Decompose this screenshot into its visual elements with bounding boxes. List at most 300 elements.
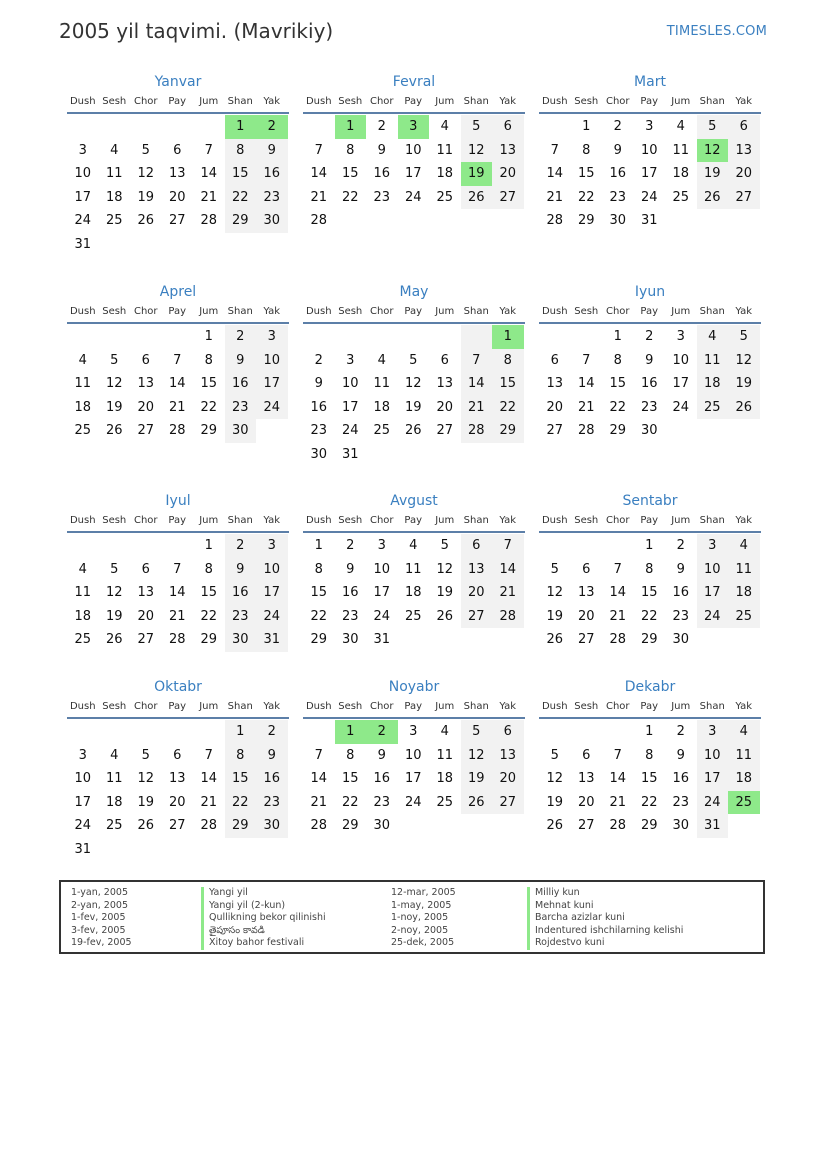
- day-cell[interactable]: 28: [310, 818, 328, 834]
- day-cell[interactable]: 11: [728, 558, 760, 582]
- day-cell[interactable]: 24: [373, 608, 391, 624]
- day-cell[interactable]: 19: [697, 162, 729, 186]
- day-cell[interactable]: 23: [672, 608, 690, 624]
- day-cell[interactable]: 21: [609, 794, 627, 810]
- day-cell[interactable]: 23: [640, 399, 658, 415]
- day-cell[interactable]: 8: [314, 561, 323, 577]
- day-cell[interactable]: 12: [436, 561, 454, 577]
- day-cell[interactable]: 10: [697, 744, 729, 768]
- day-cell[interactable]: 9: [613, 142, 622, 158]
- day-cell[interactable]: 7: [173, 352, 182, 368]
- day-cell[interactable]: 21: [168, 399, 186, 415]
- day-cell[interactable]: 16: [672, 585, 690, 601]
- day-cell[interactable]: 31: [373, 632, 391, 648]
- day-cell[interactable]: 22: [609, 399, 627, 415]
- day-cell[interactable]: 22: [225, 186, 257, 210]
- day-cell[interactable]: 19: [546, 608, 564, 624]
- day-cell[interactable]: 15: [225, 767, 257, 791]
- day-cell[interactable]: 7: [314, 142, 323, 158]
- day-cell[interactable]: 13: [168, 166, 186, 182]
- day-cell[interactable]: 16: [609, 166, 627, 182]
- day-cell[interactable]: 15: [200, 376, 218, 392]
- day-cell[interactable]: 26: [105, 423, 123, 439]
- day-cell[interactable]: 3: [645, 119, 654, 134]
- day-cell[interactable]: 23: [225, 605, 257, 629]
- day-cell[interactable]: 22: [492, 396, 524, 420]
- day-cell[interactable]: 18: [697, 372, 729, 396]
- day-cell[interactable]: 2: [676, 538, 685, 553]
- day-cell[interactable]: 5: [141, 747, 150, 763]
- day-cell[interactable]: 2: [256, 115, 288, 139]
- day-cell[interactable]: 13: [461, 558, 493, 582]
- day-cell[interactable]: 3: [676, 329, 685, 344]
- day-cell[interactable]: 27: [461, 605, 493, 629]
- day-cell[interactable]: 15: [225, 162, 257, 186]
- day-cell[interactable]: 15: [492, 372, 524, 396]
- day-cell[interactable]: 7: [204, 142, 213, 158]
- day-cell[interactable]: 7: [613, 561, 622, 577]
- day-cell[interactable]: 10: [373, 561, 391, 577]
- day-cell[interactable]: 29: [341, 818, 359, 834]
- day-cell[interactable]: 13: [492, 744, 524, 768]
- day-cell[interactable]: 20: [137, 399, 155, 415]
- day-cell[interactable]: 5: [697, 115, 729, 139]
- day-cell[interactable]: 24: [697, 605, 729, 629]
- day-cell[interactable]: 20: [436, 399, 454, 415]
- day-cell[interactable]: 28: [168, 423, 186, 439]
- day-cell[interactable]: 24: [74, 818, 92, 834]
- day-cell[interactable]: 6: [173, 747, 182, 763]
- day-cell[interactable]: 9: [676, 561, 685, 577]
- day-cell[interactable]: 21: [577, 399, 595, 415]
- day-cell[interactable]: 13: [137, 376, 155, 392]
- day-cell[interactable]: 18: [436, 166, 454, 182]
- day-cell[interactable]: 17: [74, 794, 92, 810]
- day-cell[interactable]: 2: [314, 352, 323, 368]
- day-cell[interactable]: 20: [492, 162, 524, 186]
- day-cell[interactable]: 1: [335, 115, 367, 139]
- day-cell[interactable]: 14: [168, 376, 186, 392]
- day-cell[interactable]: 5: [461, 720, 493, 744]
- day-cell[interactable]: 4: [676, 119, 685, 134]
- day-cell[interactable]: 31: [697, 814, 729, 838]
- day-cell[interactable]: 23: [225, 396, 257, 420]
- day-cell[interactable]: 3: [256, 325, 288, 349]
- day-cell[interactable]: 15: [341, 166, 359, 182]
- day-cell[interactable]: 1: [225, 720, 257, 744]
- day-cell[interactable]: 29: [640, 632, 658, 648]
- day-cell[interactable]: 10: [341, 376, 359, 392]
- brand-link[interactable]: TIMESLES.COM: [666, 24, 767, 39]
- day-cell[interactable]: 21: [310, 189, 328, 205]
- day-cell[interactable]: 2: [346, 538, 355, 553]
- day-cell[interactable]: 18: [105, 189, 123, 205]
- day-cell[interactable]: 26: [461, 186, 493, 210]
- day-cell[interactable]: 9: [225, 349, 257, 373]
- day-cell[interactable]: 29: [310, 632, 328, 648]
- day-cell[interactable]: 6: [728, 115, 760, 139]
- day-cell[interactable]: 30: [225, 419, 257, 443]
- day-cell[interactable]: 13: [168, 771, 186, 787]
- day-cell[interactable]: 21: [200, 794, 218, 810]
- day-cell[interactable]: 11: [404, 561, 422, 577]
- day-cell[interactable]: 6: [461, 534, 493, 558]
- day-cell[interactable]: 4: [409, 538, 418, 553]
- day-cell[interactable]: 1: [492, 325, 524, 349]
- day-cell[interactable]: 12: [461, 744, 493, 768]
- day-cell[interactable]: 12: [461, 139, 493, 163]
- day-cell[interactable]: 7: [550, 142, 559, 158]
- day-cell[interactable]: 27: [436, 423, 454, 439]
- day-cell[interactable]: 18: [105, 794, 123, 810]
- day-cell[interactable]: 12: [546, 771, 564, 787]
- day-cell[interactable]: 20: [546, 399, 564, 415]
- day-cell[interactable]: 9: [676, 747, 685, 763]
- day-cell[interactable]: 13: [492, 139, 524, 163]
- day-cell[interactable]: 3: [78, 142, 87, 158]
- day-cell[interactable]: 31: [74, 841, 92, 857]
- day-cell[interactable]: 24: [256, 605, 288, 629]
- day-cell[interactable]: 10: [256, 349, 288, 373]
- day-cell[interactable]: 26: [137, 213, 155, 229]
- day-cell[interactable]: 30: [609, 213, 627, 229]
- day-cell[interactable]: 18: [672, 166, 690, 182]
- day-cell[interactable]: 10: [404, 142, 422, 158]
- day-cell[interactable]: 25: [672, 189, 690, 205]
- day-cell[interactable]: 16: [373, 166, 391, 182]
- day-cell[interactable]: 17: [672, 376, 690, 392]
- day-cell[interactable]: 20: [577, 794, 595, 810]
- day-cell[interactable]: 12: [137, 771, 155, 787]
- day-cell[interactable]: 1: [225, 115, 257, 139]
- day-cell[interactable]: 25: [74, 423, 92, 439]
- day-cell[interactable]: 12: [728, 349, 760, 373]
- day-cell[interactable]: 14: [546, 166, 564, 182]
- day-cell[interactable]: 12: [105, 376, 123, 392]
- day-cell[interactable]: 23: [373, 794, 391, 810]
- day-cell[interactable]: 2: [645, 329, 654, 344]
- day-cell[interactable]: 8: [645, 561, 654, 577]
- day-cell[interactable]: 13: [436, 376, 454, 392]
- day-cell[interactable]: 13: [577, 771, 595, 787]
- day-cell[interactable]: 2: [676, 724, 685, 739]
- day-cell[interactable]: 31: [256, 628, 288, 652]
- day-cell[interactable]: 4: [78, 561, 87, 577]
- day-cell[interactable]: 13: [728, 139, 760, 163]
- day-cell[interactable]: 16: [341, 585, 359, 601]
- day-cell[interactable]: 6: [582, 561, 591, 577]
- day-cell[interactable]: 4: [440, 724, 449, 739]
- day-cell[interactable]: 5: [110, 352, 119, 368]
- day-cell[interactable]: 29: [577, 213, 595, 229]
- day-cell[interactable]: 27: [168, 818, 186, 834]
- day-cell[interactable]: 28: [168, 632, 186, 648]
- day-cell[interactable]: 14: [168, 585, 186, 601]
- day-cell[interactable]: 5: [550, 747, 559, 763]
- day-cell[interactable]: 10: [74, 166, 92, 182]
- day-cell[interactable]: 20: [168, 189, 186, 205]
- day-cell[interactable]: 25: [105, 213, 123, 229]
- day-cell[interactable]: 4: [728, 720, 760, 744]
- day-cell[interactable]: 28: [200, 818, 218, 834]
- day-cell[interactable]: 3: [697, 534, 729, 558]
- day-cell[interactable]: 26: [728, 396, 760, 420]
- day-cell[interactable]: 5: [110, 561, 119, 577]
- day-cell[interactable]: 7: [582, 352, 591, 368]
- day-cell[interactable]: 2: [225, 534, 257, 558]
- day-cell[interactable]: 3: [697, 720, 729, 744]
- day-cell[interactable]: 9: [645, 352, 654, 368]
- day-cell[interactable]: 17: [341, 399, 359, 415]
- day-cell[interactable]: 28: [310, 213, 328, 229]
- day-cell[interactable]: 10: [697, 558, 729, 582]
- day-cell[interactable]: 14: [461, 372, 493, 396]
- day-cell[interactable]: 13: [577, 585, 595, 601]
- day-cell[interactable]: 15: [640, 585, 658, 601]
- day-cell[interactable]: 28: [577, 423, 595, 439]
- day-cell[interactable]: 28: [200, 213, 218, 229]
- day-cell[interactable]: 29: [225, 209, 257, 233]
- day-cell[interactable]: 14: [200, 166, 218, 182]
- day-cell[interactable]: 22: [200, 399, 218, 415]
- day-cell[interactable]: 28: [492, 605, 524, 629]
- day-cell[interactable]: 21: [200, 189, 218, 205]
- day-cell[interactable]: 9: [314, 376, 323, 392]
- day-cell[interactable]: 7: [314, 747, 323, 763]
- day-cell[interactable]: 25: [436, 794, 454, 810]
- day-cell[interactable]: 15: [310, 585, 328, 601]
- day-cell[interactable]: 7: [461, 349, 493, 373]
- day-cell[interactable]: 1: [582, 119, 591, 134]
- day-cell[interactable]: 21: [546, 189, 564, 205]
- day-cell[interactable]: 30: [310, 446, 328, 462]
- day-cell[interactable]: 14: [577, 376, 595, 392]
- day-cell[interactable]: 29: [640, 818, 658, 834]
- day-cell[interactable]: 25: [728, 791, 760, 815]
- day-cell[interactable]: 12: [137, 166, 155, 182]
- day-cell[interactable]: 19: [137, 189, 155, 205]
- day-cell[interactable]: 29: [200, 423, 218, 439]
- day-cell[interactable]: 23: [609, 189, 627, 205]
- day-cell[interactable]: 24: [697, 791, 729, 815]
- day-cell[interactable]: 6: [141, 352, 150, 368]
- day-cell[interactable]: 16: [225, 372, 257, 396]
- day-cell[interactable]: 5: [141, 142, 150, 158]
- day-cell[interactable]: 5: [440, 538, 449, 553]
- day-cell[interactable]: 16: [672, 771, 690, 787]
- day-cell[interactable]: 10: [672, 352, 690, 368]
- day-cell[interactable]: 17: [256, 372, 288, 396]
- day-cell[interactable]: 22: [577, 189, 595, 205]
- day-cell[interactable]: 6: [141, 561, 150, 577]
- day-cell[interactable]: 9: [225, 558, 257, 582]
- day-cell[interactable]: 26: [105, 632, 123, 648]
- day-cell[interactable]: 3: [398, 115, 430, 139]
- day-cell[interactable]: 29: [609, 423, 627, 439]
- day-cell[interactable]: 21: [461, 396, 493, 420]
- day-cell[interactable]: 15: [577, 166, 595, 182]
- day-cell[interactable]: 15: [640, 771, 658, 787]
- day-cell[interactable]: 4: [78, 352, 87, 368]
- day-cell[interactable]: 2: [613, 119, 622, 134]
- day-cell[interactable]: 11: [373, 376, 391, 392]
- day-cell[interactable]: 21: [609, 608, 627, 624]
- day-cell[interactable]: 3: [256, 534, 288, 558]
- day-cell[interactable]: 6: [173, 142, 182, 158]
- day-cell[interactable]: 27: [492, 186, 524, 210]
- day-cell[interactable]: 12: [105, 585, 123, 601]
- day-cell[interactable]: 4: [440, 119, 449, 134]
- day-cell[interactable]: 30: [256, 209, 288, 233]
- day-cell[interactable]: 22: [200, 608, 218, 624]
- day-cell[interactable]: 28: [609, 818, 627, 834]
- day-cell[interactable]: 19: [436, 585, 454, 601]
- day-cell[interactable]: 23: [310, 423, 328, 439]
- day-cell[interactable]: 11: [74, 376, 92, 392]
- day-cell[interactable]: 1: [204, 329, 213, 344]
- day-cell[interactable]: 27: [137, 423, 155, 439]
- day-cell[interactable]: 24: [640, 189, 658, 205]
- day-cell[interactable]: 3: [346, 352, 355, 368]
- day-cell[interactable]: 17: [640, 166, 658, 182]
- day-cell[interactable]: 5: [461, 115, 493, 139]
- day-cell[interactable]: 6: [492, 720, 524, 744]
- day-cell[interactable]: 8: [204, 561, 213, 577]
- day-cell[interactable]: 16: [310, 399, 328, 415]
- day-cell[interactable]: 26: [546, 632, 564, 648]
- day-cell[interactable]: 7: [204, 747, 213, 763]
- day-cell[interactable]: 9: [346, 561, 355, 577]
- day-cell[interactable]: 14: [609, 585, 627, 601]
- day-cell[interactable]: 3: [78, 747, 87, 763]
- day-cell[interactable]: 30: [256, 814, 288, 838]
- day-cell[interactable]: 9: [256, 744, 288, 768]
- day-cell[interactable]: 31: [74, 236, 92, 252]
- day-cell[interactable]: 25: [373, 423, 391, 439]
- day-cell[interactable]: 3: [377, 538, 386, 553]
- day-cell[interactable]: 27: [546, 423, 564, 439]
- day-cell[interactable]: 1: [645, 538, 654, 553]
- day-cell[interactable]: 22: [341, 794, 359, 810]
- day-cell[interactable]: 24: [672, 399, 690, 415]
- day-cell[interactable]: 16: [256, 162, 288, 186]
- day-cell[interactable]: 19: [728, 372, 760, 396]
- day-cell[interactable]: 16: [640, 376, 658, 392]
- day-cell[interactable]: 15: [200, 585, 218, 601]
- day-cell[interactable]: 25: [436, 189, 454, 205]
- day-cell[interactable]: 29: [492, 419, 524, 443]
- day-cell[interactable]: 13: [137, 585, 155, 601]
- day-cell[interactable]: 8: [346, 747, 355, 763]
- day-cell[interactable]: 26: [697, 186, 729, 210]
- day-cell[interactable]: 26: [404, 423, 422, 439]
- day-cell[interactable]: 27: [577, 818, 595, 834]
- day-cell[interactable]: 27: [492, 791, 524, 815]
- day-cell[interactable]: 15: [341, 771, 359, 787]
- day-cell[interactable]: 1: [204, 538, 213, 553]
- day-cell[interactable]: 26: [546, 818, 564, 834]
- day-cell[interactable]: 13: [546, 376, 564, 392]
- day-cell[interactable]: 1: [613, 329, 622, 344]
- day-cell[interactable]: 20: [492, 767, 524, 791]
- day-cell[interactable]: 11: [105, 771, 123, 787]
- day-cell[interactable]: 1: [645, 724, 654, 739]
- day-cell[interactable]: 23: [256, 791, 288, 815]
- day-cell[interactable]: 22: [341, 189, 359, 205]
- day-cell[interactable]: 17: [697, 581, 729, 605]
- day-cell[interactable]: 9: [377, 747, 386, 763]
- day-cell[interactable]: 18: [74, 399, 92, 415]
- day-cell[interactable]: 27: [137, 632, 155, 648]
- day-cell[interactable]: 12: [404, 376, 422, 392]
- day-cell[interactable]: 24: [256, 396, 288, 420]
- day-cell[interactable]: 24: [341, 423, 359, 439]
- day-cell[interactable]: 31: [640, 213, 658, 229]
- day-cell[interactable]: 9: [377, 142, 386, 158]
- day-cell[interactable]: 14: [609, 771, 627, 787]
- day-cell[interactable]: 19: [105, 608, 123, 624]
- day-cell[interactable]: 30: [672, 632, 690, 648]
- day-cell[interactable]: 30: [640, 423, 658, 439]
- day-cell[interactable]: 24: [404, 794, 422, 810]
- day-cell[interactable]: 11: [436, 142, 454, 158]
- day-cell[interactable]: 29: [225, 814, 257, 838]
- day-cell[interactable]: 8: [225, 139, 257, 163]
- day-cell[interactable]: 1: [314, 538, 323, 553]
- day-cell[interactable]: 19: [105, 399, 123, 415]
- day-cell[interactable]: 19: [461, 767, 493, 791]
- day-cell[interactable]: 3: [409, 724, 418, 739]
- day-cell[interactable]: 18: [728, 767, 760, 791]
- day-cell[interactable]: 2: [225, 325, 257, 349]
- day-cell[interactable]: 8: [492, 349, 524, 373]
- day-cell[interactable]: 8: [346, 142, 355, 158]
- day-cell[interactable]: 2: [256, 720, 288, 744]
- day-cell[interactable]: 11: [105, 166, 123, 182]
- day-cell[interactable]: 11: [697, 349, 729, 373]
- day-cell[interactable]: 5: [550, 561, 559, 577]
- day-cell[interactable]: 8: [613, 352, 622, 368]
- day-cell[interactable]: 24: [404, 189, 422, 205]
- day-cell[interactable]: 20: [577, 608, 595, 624]
- day-cell[interactable]: 8: [204, 352, 213, 368]
- day-cell[interactable]: 30: [225, 628, 257, 652]
- day-cell[interactable]: 6: [440, 352, 449, 368]
- day-cell[interactable]: 11: [436, 747, 454, 763]
- day-cell[interactable]: 21: [492, 581, 524, 605]
- day-cell[interactable]: 23: [373, 189, 391, 205]
- day-cell[interactable]: 4: [377, 352, 386, 368]
- day-cell[interactable]: 4: [728, 534, 760, 558]
- day-cell[interactable]: 4: [110, 747, 119, 763]
- day-cell[interactable]: 5: [728, 325, 760, 349]
- day-cell[interactable]: 25: [728, 605, 760, 629]
- day-cell[interactable]: 25: [404, 608, 422, 624]
- day-cell[interactable]: 26: [436, 608, 454, 624]
- day-cell[interactable]: 18: [373, 399, 391, 415]
- day-cell[interactable]: 4: [697, 325, 729, 349]
- day-cell[interactable]: 25: [105, 818, 123, 834]
- day-cell[interactable]: 19: [404, 399, 422, 415]
- day-cell[interactable]: 24: [74, 213, 92, 229]
- day-cell[interactable]: 10: [256, 558, 288, 582]
- day-cell[interactable]: 18: [436, 771, 454, 787]
- day-cell[interactable]: 25: [74, 632, 92, 648]
- day-cell[interactable]: 11: [672, 142, 690, 158]
- day-cell[interactable]: 6: [492, 115, 524, 139]
- day-cell[interactable]: 12: [546, 585, 564, 601]
- day-cell[interactable]: 17: [404, 771, 422, 787]
